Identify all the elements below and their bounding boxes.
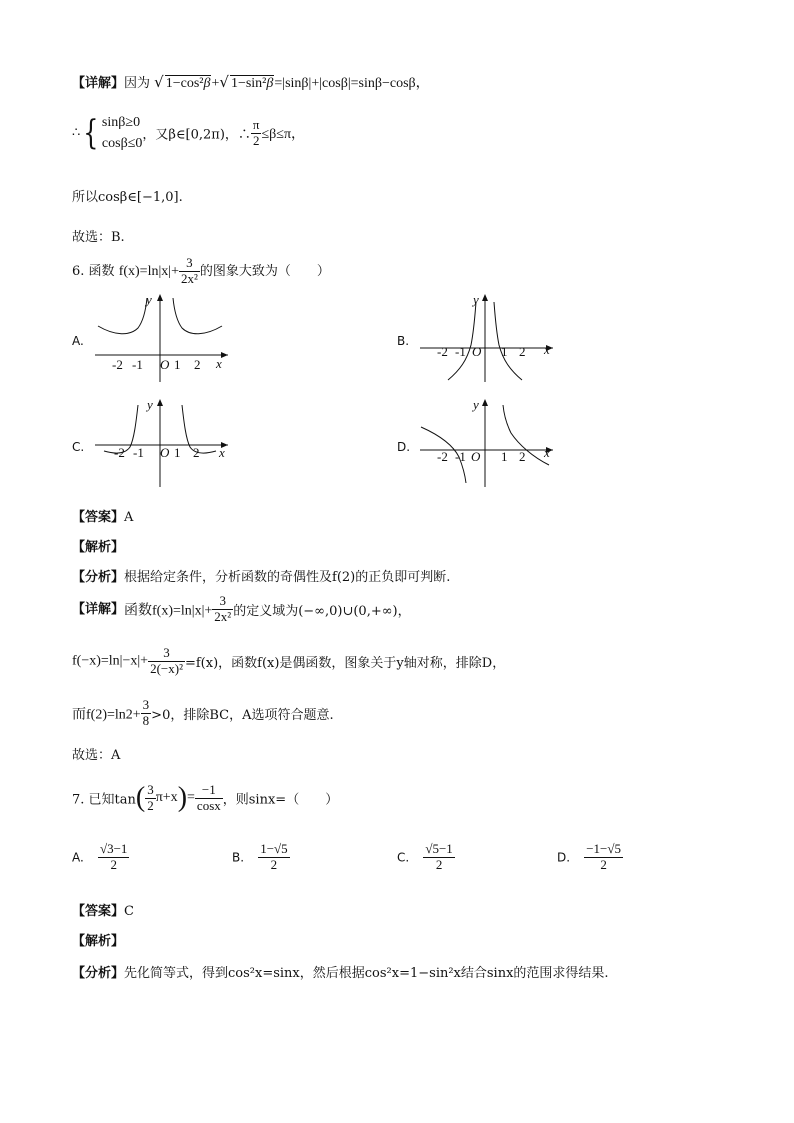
- svg-text:O: O: [472, 344, 482, 359]
- q5-system-line: [72, 112, 305, 154]
- mid-text: ，又β∈[0,2π)，∴: [142, 127, 251, 143]
- q6-stem-prefix: 6. 函数: [72, 263, 115, 279]
- q5-detail-line: 【详解】因为 √ 1−cos²β+√ 1−sin²β=|sinβ|+|cosβ|=sinβ−cosβ，: [72, 73, 430, 91]
- q5-choose: 故选：B.: [72, 230, 125, 245]
- detail-tag: 【详解】: [72, 76, 125, 91]
- option-d-label: D.: [397, 440, 411, 454]
- q6-answer: 【答案】A: [72, 510, 134, 525]
- svg-text:-2: -2: [114, 445, 125, 460]
- svg-text:O: O: [160, 445, 170, 460]
- svg-text:2: 2: [519, 449, 526, 464]
- q7-option-a: A. $\frac{√3-1}{2}$: [72, 841, 128, 872]
- therefore-symbol: ∴: [72, 125, 81, 141]
- q6-choose: 故选：A: [72, 748, 121, 763]
- svg-text:1: 1: [174, 445, 181, 460]
- svg-text:x: x: [544, 445, 550, 460]
- left-brace: {: [83, 113, 99, 153]
- q6-analysis: 【分析】根据给定条件，分析函数的奇偶性及f(2)的正负即可判断.: [72, 570, 451, 585]
- svg-text:-1: -1: [455, 449, 466, 464]
- q5-so-line: 所以cosβ∈[−1,0].: [72, 190, 183, 205]
- q7-analysis: 【分析】先化简等式，得到cos²x=sinx，然后根据cos²x=1−sin²x结合sinx的范围求得结果.: [72, 966, 609, 981]
- q6-stem: [72, 256, 330, 287]
- q6-detail-3: 而f(2)=ln2+ $\frac{3}{8}$ >0，排除BC，A选项符合题意.: [72, 697, 334, 728]
- q6-stem-func: f(x)=ln|x|+: [118, 263, 179, 279]
- graph-c: [90, 395, 235, 490]
- svg-text:1: 1: [174, 357, 181, 372]
- inequality-system: sinβ≥0 cosβ≤0: [101, 115, 143, 151]
- option-b-label: B.: [397, 334, 410, 348]
- q7-stem: 7. 已知tan( $\frac{3}{2}$ π+x)= $\frac{-1}{\cos x}$ ，则sinx=（ ）: [72, 781, 339, 813]
- q7-answer: 【答案】C: [72, 904, 134, 919]
- q6-jiexi: 【解析】: [72, 540, 125, 555]
- option-a-label: A.: [72, 334, 84, 348]
- q7-option-d: D. $\frac{-1-√5}{2}$: [557, 841, 622, 872]
- svg-text:-1: -1: [455, 344, 466, 359]
- graph-a: [90, 290, 235, 385]
- detail-prefix: 因为: [124, 76, 151, 91]
- q6-detail-1: 【详解】函数f(x)=ln|x|+ $\frac{3}{\text{2x²}}$ 的定义域为(−∞,0)∪(0,+∞)，: [72, 593, 411, 624]
- svg-text:x: x: [219, 445, 225, 460]
- graph-d: [415, 395, 560, 490]
- svg-text:-2: -2: [112, 357, 123, 372]
- q6-stem-suffix: 的图象大致为（ ）: [199, 263, 330, 279]
- y-axis-label: y: [146, 292, 152, 307]
- q7-option-c: C. $\frac{√5-1}{2}$: [397, 841, 453, 872]
- svg-text:O: O: [160, 357, 170, 372]
- svg-text:2: 2: [194, 357, 201, 372]
- svg-text:2: 2: [193, 445, 200, 460]
- svg-text:y: y: [473, 397, 479, 412]
- svg-text:y: y: [473, 292, 479, 307]
- sqrt-term-1: √ 1−cos²β: [154, 73, 211, 91]
- option-c-label: C.: [72, 440, 85, 454]
- svg-text:-1: -1: [132, 357, 143, 372]
- svg-text:-1: -1: [133, 445, 144, 460]
- svg-text:y: y: [147, 397, 153, 412]
- x-axis-label: x: [216, 356, 222, 371]
- svg-text:1: 1: [501, 344, 508, 359]
- svg-text:x: x: [544, 342, 550, 357]
- detail-eq: =|sinβ|+|cosβ|=sinβ−cosβ，: [274, 76, 430, 91]
- svg-text:-2: -2: [437, 344, 448, 359]
- graph-b: [415, 290, 560, 385]
- svg-text:1: 1: [501, 449, 508, 464]
- svg-text:O: O: [471, 449, 481, 464]
- q6-stem-frac: $\frac{3}{\text{2x²}}$: [180, 255, 198, 286]
- sqrt-term-2: √ 1−sin²β: [219, 73, 274, 91]
- q6-detail-2: f(−x)=ln|−x|+ $\frac{3}{\text{2(−x)²}}$ =f(x)，函数f(x)是偶函数，图象关于y轴对称，排除D，: [72, 645, 506, 676]
- svg-text:2: 2: [519, 344, 526, 359]
- q7-option-b: B. $\frac{1-√5}{2}$: [232, 841, 288, 872]
- q7-jiexi: 【解析】: [72, 934, 125, 949]
- pi-over-2: $\frac{\pi}{2}$: [252, 116, 260, 148]
- svg-text:-2: -2: [437, 449, 448, 464]
- range-tail: ≤β≤π，: [261, 127, 306, 142]
